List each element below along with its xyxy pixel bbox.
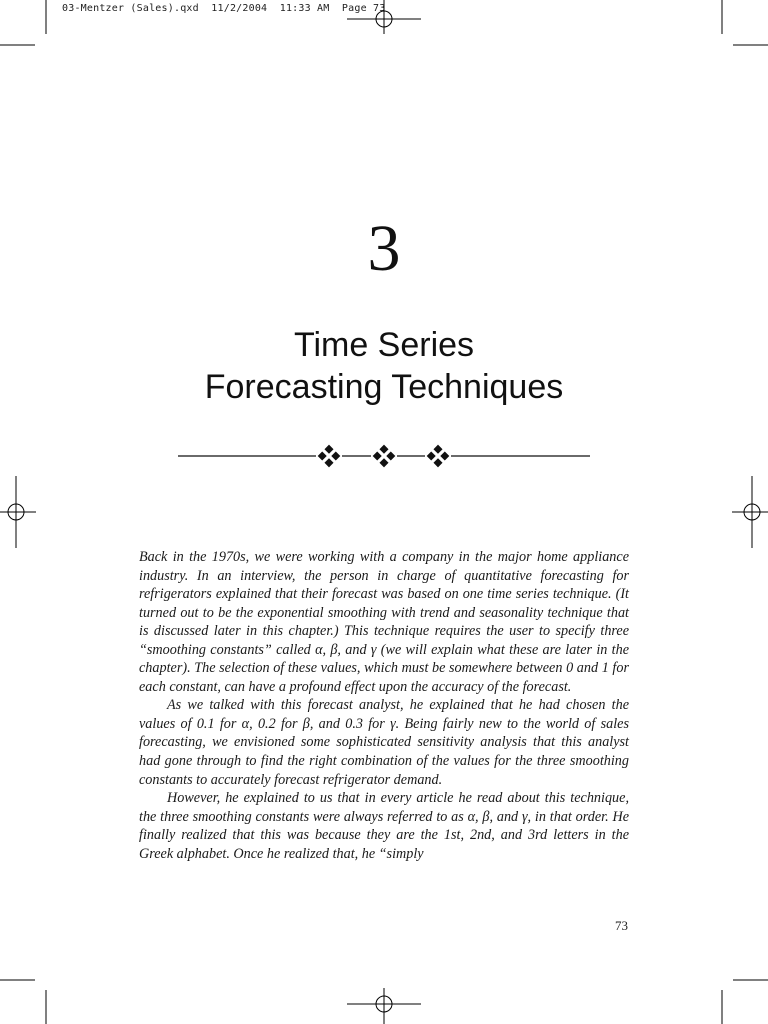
body-paragraph-3: However, he explained to us that in every article he read about this technique, the three smoothing constants were always referred to as α, β, and γ, in that order. He finally realized that this was because they are the 1st, 2nd, and 3rd letters in the Greek alphabet. Once he realized that, he “simply (139, 790, 629, 862)
registration-mark-left (0, 476, 36, 548)
chapter-title (0, 324, 768, 408)
ornamental-rule (0, 440, 768, 472)
page-number: 73 (615, 918, 628, 933)
chapter-body (139, 548, 629, 863)
chapter-number: 3 (367, 212, 401, 285)
registration-mark-bottom (347, 988, 421, 1024)
body-paragraph-2: As we talked with this forecast analyst, he explained that he had chosen the values of 0.1 for α, 0.2 for β, and 0.3 for γ. Being fairly new to the world of sales forecasting, we envisioned some sophisticated sensitivity analysis that this analyst had gone through to find the right combination of the values for the three smoothing constants to accurately forecast refrigerator demand. (139, 697, 629, 788)
registration-mark-right (732, 476, 768, 548)
chapter-title-line-1: Time Series (293, 326, 475, 364)
chapter-title-line-2: Forecasting Techniques (204, 368, 564, 406)
body-paragraph-1: Back in the 1970s, we were working with a company in the major home appliance industry. In an interview, the person in charge of quantitative forecasting for refrigerators explained that their forecast was based on one time series technique. (It turned out to be the exponential smoothing with trend and seasonality technique that is discussed later in this chapter.) This technique requires the user to specify three “smoothing constants” called α, β, and γ (we will explain what these are later in the chapter). The selection of these values, which must be somewhere between 0 and 1 for each constant, can have a profound effect upon the accuracy of the forecast. (139, 549, 629, 695)
registration-mark-top (347, 0, 421, 34)
printer-slug-line: 03-Mentzer (Sales).qxd 11/2/2004 11:33 AM Page 73 (62, 3, 386, 14)
